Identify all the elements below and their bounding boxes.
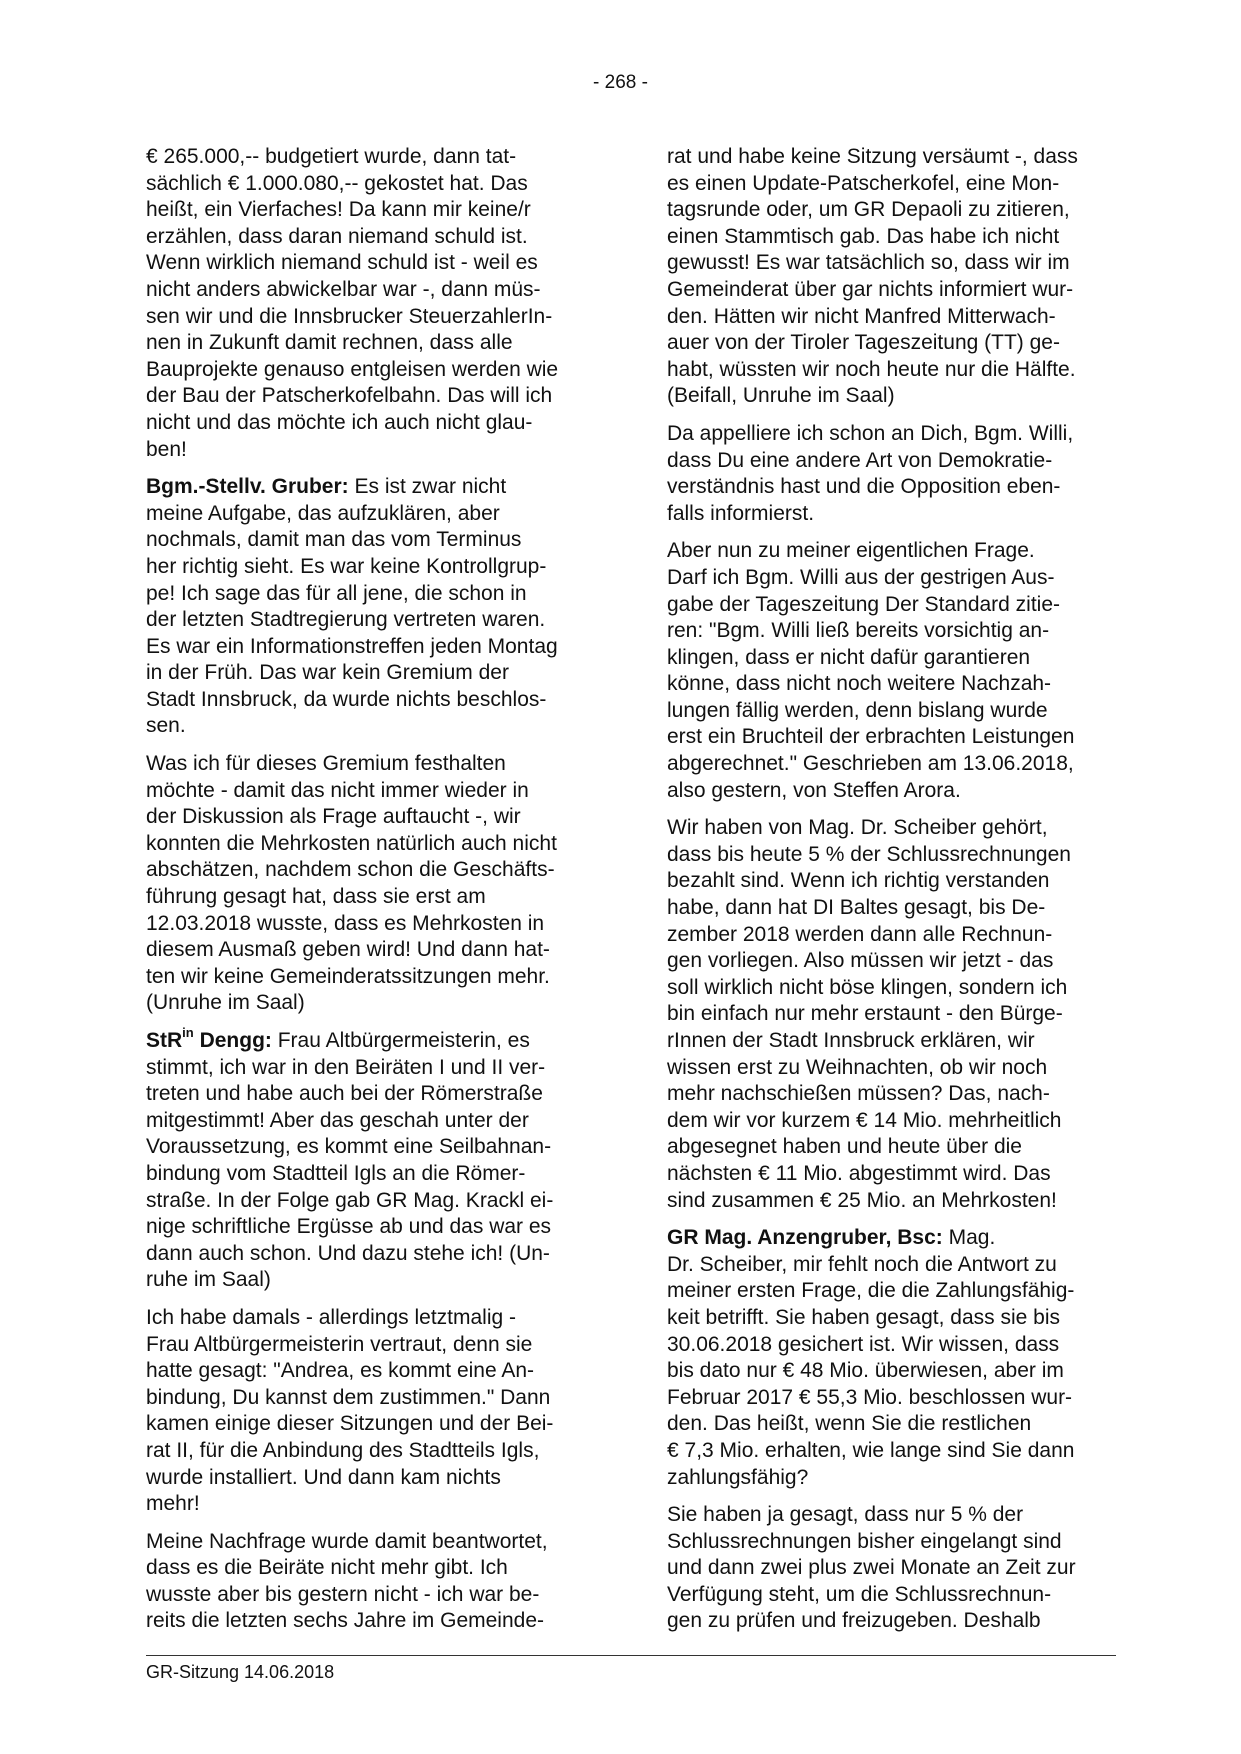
speaker-label: Bgm.-Stellv. Gruber:: [146, 475, 349, 499]
paragraph: [146, 144, 594, 463]
speaker-title-suffix: in: [182, 1025, 194, 1040]
paragraph-text: Es ist zwar nicht meine Aufgabe, das aufzuklären, aber nochmals, damit man das vom Terminus her richtig sieht. Es war keine Kontrollgrup- pe! Ich sage das für all jene, die schon in der letzten Stadtregierung vertreten waren. Es war ein Informationstreffen jeden Montag in der Früh. Das war kein Gremium der Stadt Innsbruck, da wurde nichts beschlos- sen.: [146, 475, 558, 738]
paragraph: [667, 1225, 1115, 1491]
speaker-label: [146, 1025, 272, 1052]
paragraph-text: Ich habe damals - allerdings letztmalig - Frau Altbürgermeisterin vertraut, denn sie hatte gesagt: "Andrea, es kommt eine An- bindung, Du kannst dem zustimmen." Dann kamen einige dieser Sitzungen und der Bei- rat II, für die Anbindung des Stadtteils Igls, wurde installiert. Und dann kam nichts mehr!: [146, 1305, 554, 1516]
paragraph-text: Was ich für dieses Gremium festhalten möchte - damit das nicht immer wieder in der Diskussion als Frage auftaucht -, wir konnten die Mehrkosten natürlich auch nicht abschätzen, nachdem schon die Geschäfts- führung gesagt hat, dass sie erst am 12.03.2018 wusste, dass es Mehrkosten in diesem Ausmaß geben wird! Und dann hat- ten wir keine Gemeinderatssitzungen mehr. (Unruhe im Saal): [146, 752, 557, 1015]
paragraph: [146, 1025, 594, 1294]
paragraph: [146, 1305, 594, 1518]
paragraph: [667, 1502, 1115, 1635]
paragraph: [667, 421, 1115, 527]
paragraph-text: Wir haben von Mag. Dr. Scheiber gehört, dass bis heute 5 % der Schlussrechnungen bezahlt sind. Wenn ich richtig verstanden habe, dann hat DI Baltes gesagt, bis De- zember 2018 werden dann alle Rechnun- gen vorliegen. Also müssen wir jetzt - das soll wirklich nicht böse klingen, sondern ich bin einfach nur mehr erstaunt - den Bürge- rInnen der Stadt Innsbruck erklären, wir wissen erst zu Weihnachten, ob wir noch mehr nachschießen müssen? Das, nach- dem wir vor kurzem € 14 Mio. mehrheitlich abgesegnet haben und heute über die nächsten € 11 Mio. abgestimmt wird. Das sind zusammen € 25 Mio. an Mehrkosten!: [667, 816, 1071, 1212]
footer-session-date: GR-Sitzung 14.06.2018: [146, 1662, 335, 1682]
paragraph-text: Da appelliere ich schon an Dich, Bgm. Willi, dass Du eine andere Art von Demokratie- verständnis hast und die Opposition eben- falls informierst.: [667, 421, 1074, 525]
paragraph-text: Meine Nachfrage wurde damit beantwortet, dass es die Beiräte nicht mehr gibt. Ich wusste aber bis gestern nicht - ich war be- reits die letzten sechs Jahre im Gemeinde-: [146, 1529, 548, 1633]
paragraph-text: € 265.000,-- budgetiert wurde, dann tat- sächlich € 1.000.080,-- gekostet hat. Das heißt, ein Vierfaches! Da kann mir keine/r erzählen, dass daran niemand schuld ist. Wenn wirklich niemand schuld ist - weil es nicht anders abwickelbar war -, dann müs- sen wir und die Innsbrucker SteuerzahlerIn- nen in Zukunft damit rechnen, dass alle Bauprojekte genauso entgleisen werden wie der Bau der Patscherkofelbahn. Das will ich nicht und das möchte ich auch nicht glau- ben!: [146, 145, 559, 461]
paragraph-text: Sie haben ja gesagt, dass nur 5 % der Schlussrechnungen bisher eingelangt sind und dann zwei plus zwei Monate an Zeit zur Verfügung steht, um die Schlussrechnun- gen zu prüfen und freizugeben. Deshalb: [667, 1503, 1076, 1633]
footer-divider: [146, 1655, 1116, 1656]
speaker-label: GR Mag. Anzengruber, Bsc:: [667, 1226, 943, 1250]
paragraph-text: Aber nun zu meiner eigentlichen Frage. Darf ich Bgm. Willi aus der gestrigen Aus- gabe der Tageszeitung Der Standard zitie- ren: "Bgm. Willi ließ bereits vorsichtig an- klingen, dass er nicht dafür garantieren könne, dass nicht noch weitere Nachzah- lungen fällig werden, denn bislang wurde erst ein Bruchteil der erbrachten Leistungen abgerechnet." Geschrieben am 13.06.2018, also gestern, von Steffen Arora.: [667, 539, 1075, 802]
left-column: [146, 144, 594, 1646]
paragraph: [146, 751, 594, 1017]
speaker-title: StR: [146, 1029, 183, 1052]
paragraph-text: Mag. Dr. Scheiber, mir fehlt noch die Antwort zu meiner ersten Frage, die die Zahlungsfähig- keit betrifft. Sie haben gesagt, dass sie bis 30.06.2018 gesichert ist. Wir wissen, dass bis dato nur € 48 Mio. überwiesen, aber im Februar 2017 € 55,3 Mio. beschlossen wur- den. Das heißt, wenn Sie die restlichen € 7,3 Mio. erhalten, wie lange sind Sie dann zahlungsfähig?: [667, 1226, 1075, 1489]
paragraph-text: Frau Altbürgermeisterin, es stimmt, ich war in den Beiräten I und II ver- treten und habe auch bei der Römerstraße mitgestimmt! Aber das geschah unter der Voraussetzung, es kommt eine Seilbahnan- bindung vom Stadtteil Igls an die Römer- straße. In der Folge gab GR Mag. Krackl ei- nige schriftliche Ergüsse ab und das war es dann auch schon. Und dazu stehe ich! (Un- ruhe im Saal): [146, 1029, 554, 1292]
paragraph-text: rat und habe keine Sitzung versäumt -, dass es einen Update-Patscherkofel, eine Mon- tagsrunde oder, um GR Depaoli zu zitieren, einen Stammtisch gab. Das habe ich nicht gewusst! Es war tatsächlich so, dass wir im Gemeinderat über gar nichts informiert wur- den. Hätten wir nicht Manfred Mitterwach- auer von der Tiroler Tageszeitung (TT) ge- habt, wüssten wir noch heute nur die Hälfte. (Beifall, Unruhe im Saal): [667, 145, 1078, 408]
paragraph: [667, 538, 1115, 804]
right-column: [667, 144, 1115, 1646]
paragraph: [146, 1529, 594, 1635]
paragraph: [146, 474, 594, 740]
page-number: - 268 -: [593, 72, 648, 93]
paragraph: [667, 815, 1115, 1214]
speaker-name: Dengg:: [193, 1029, 272, 1052]
paragraph: [667, 144, 1115, 410]
